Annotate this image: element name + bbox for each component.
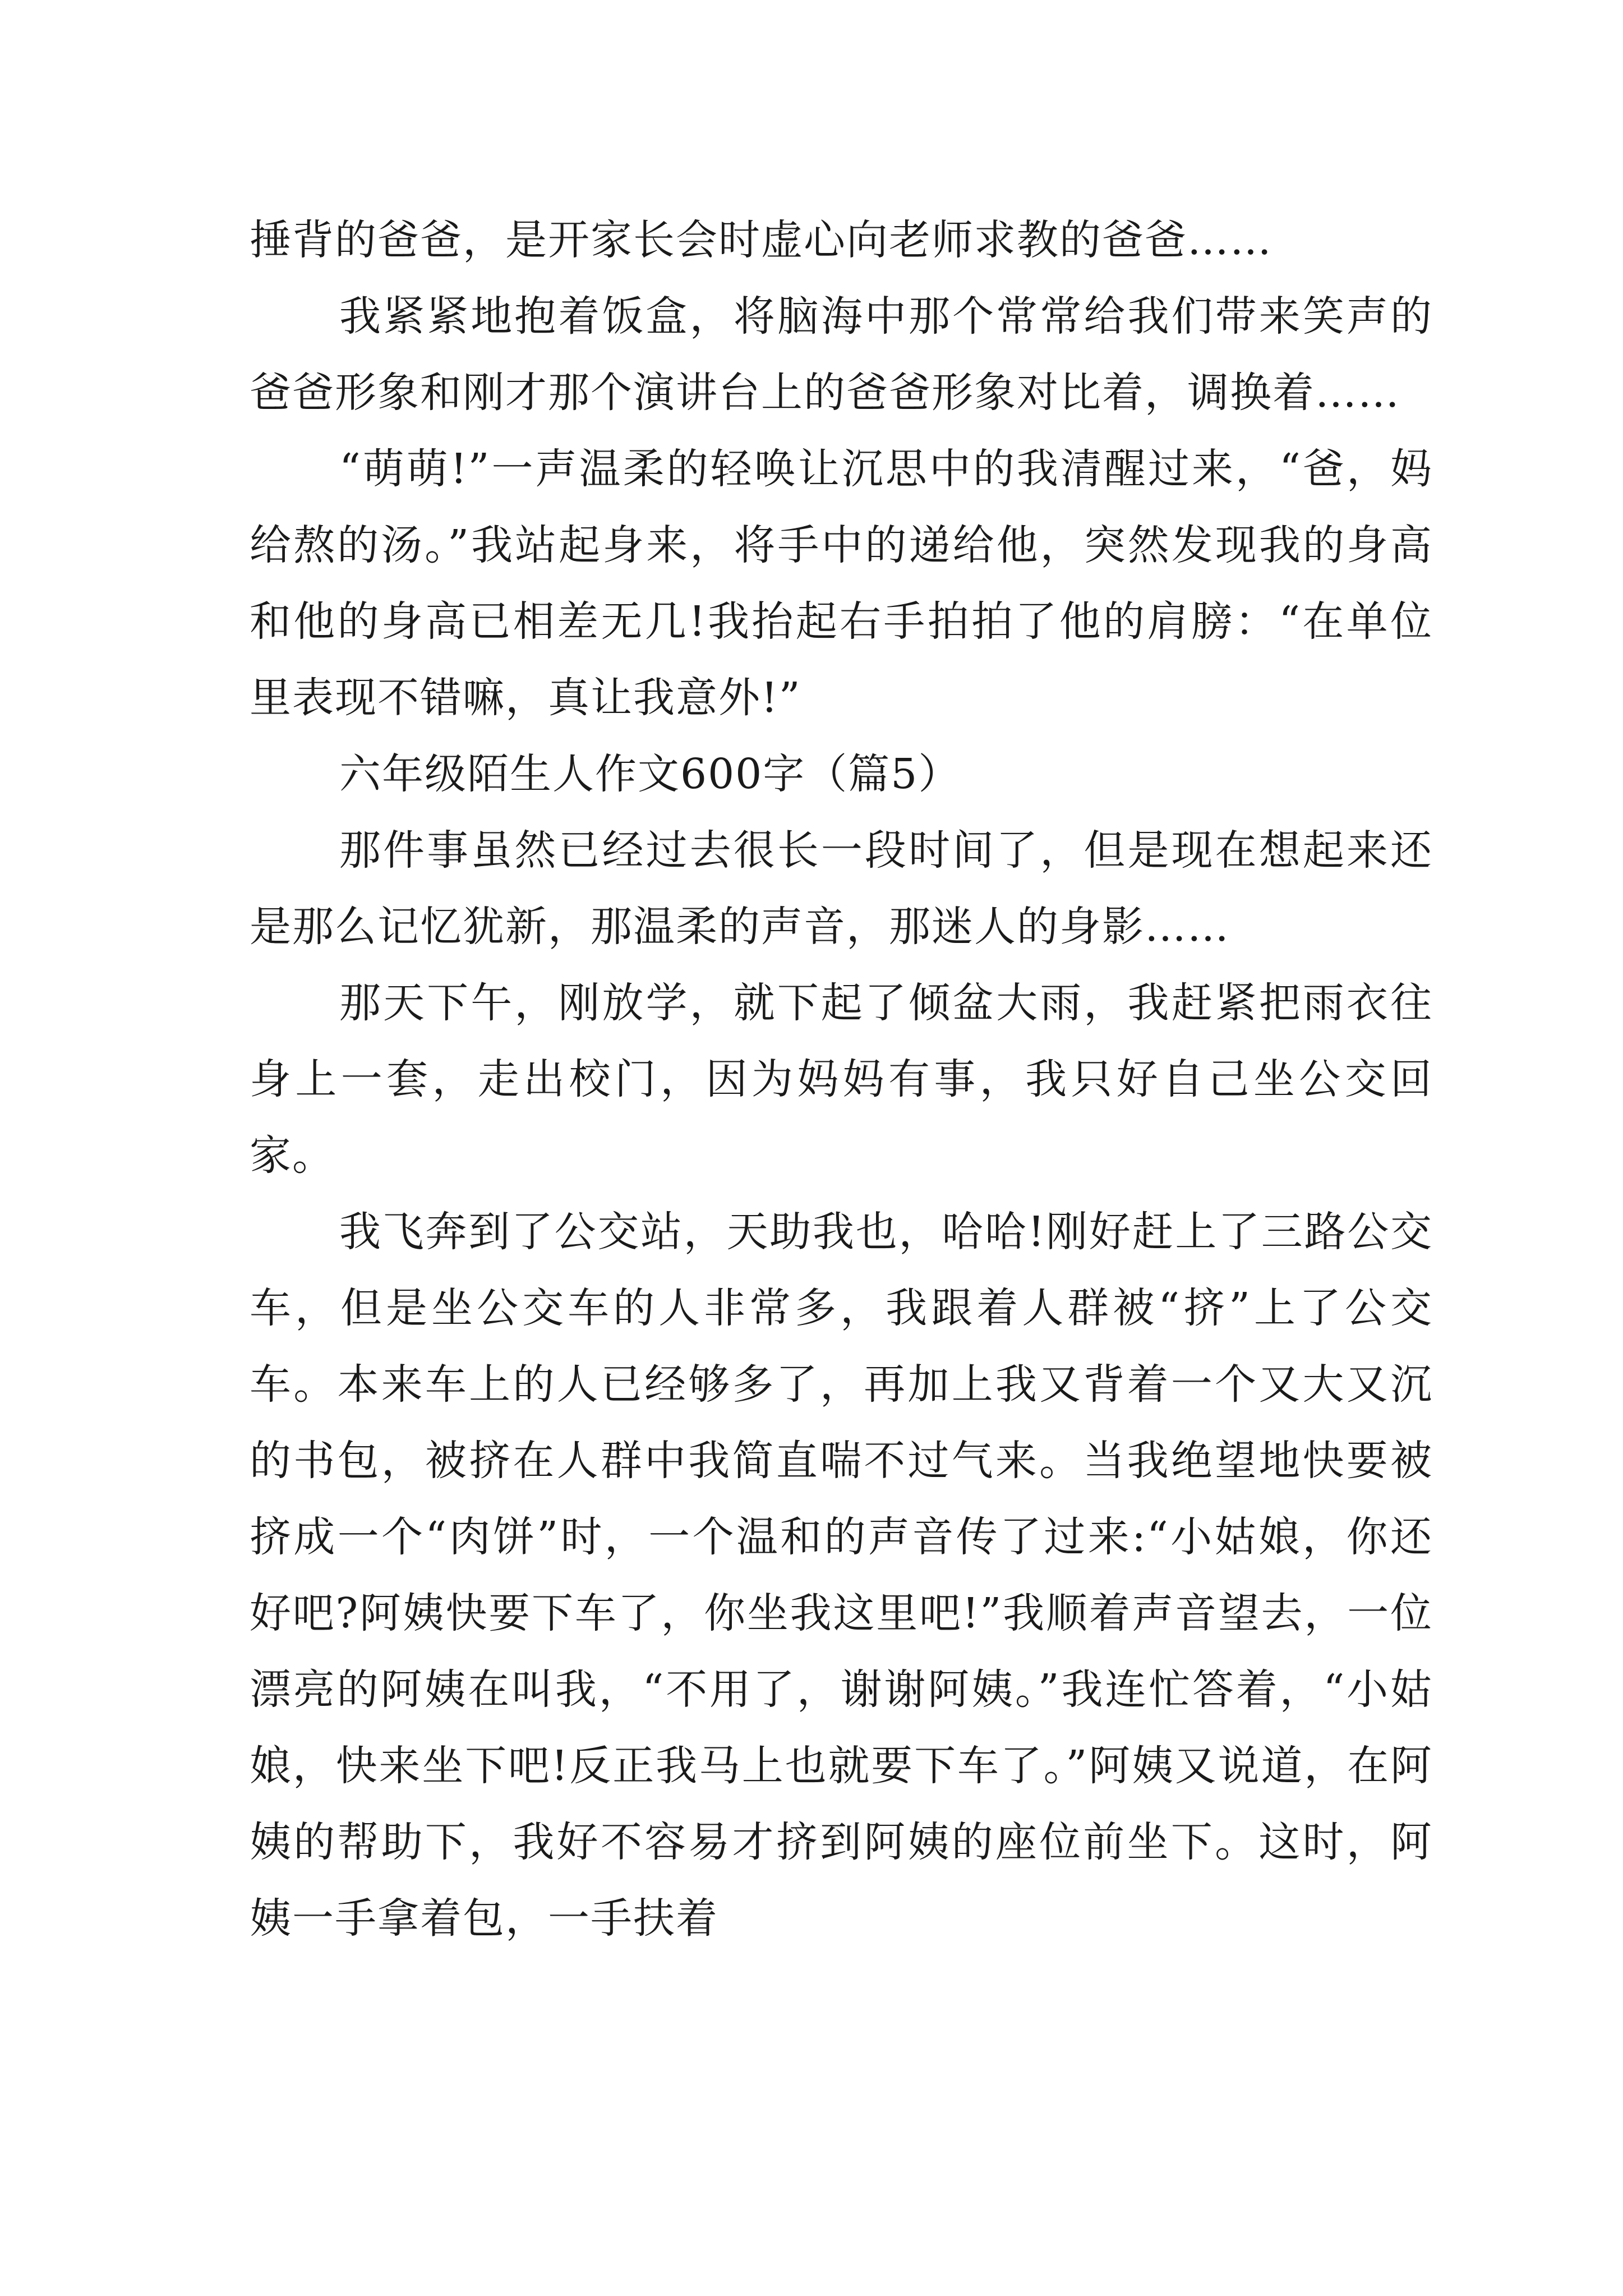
document-body [250, 202, 1433, 1957]
paragraph: “萌萌!”一声温柔的轻唤让沉思中的我清醒过来，“爸，妈给熬的汤。”我站起身来，将手中的递给他，突然发现我的身高和他的身高已相差无几!我抬起右手拍拍了他的肩膀：“在单位里表现不错嘛，真让我意外!” [250, 445, 1433, 722]
paragraph-continuation: 捶背的爸爸，是开家长会时虚心向老师求教的爸爸…… [250, 216, 1272, 264]
paragraph: 那天下午，刚放学，就下起了倾盆大雨，我赶紧把雨衣往身上一套，走出校门，因为妈妈有事，我只好自己坐公交回家。 [250, 979, 1433, 1180]
paragraph: 那件事虽然已经过去很长一段时间了，但是现在想起来还是那么记忆犹新，那温柔的声音，那迷人的身影…… [250, 826, 1433, 951]
paragraph: 我紧紧地抱着饭盒，将脑海中那个常常给我们带来笑声的爸爸形象和刚才那个演讲台上的爸爸形象对比着，调换着…… [250, 292, 1433, 417]
section-heading: 六年级陌生人作文600字（篇5） [339, 750, 961, 798]
paragraph: 我飞奔到了公交站，天助我也，哈哈!刚好赶上了三路公交车，但是坐公交车的人非常多，我跟着人群被“挤”上了公交车。本来车上的人已经够多了，再加上我又背着一个又大又沉的书包，被挤在人群中我简直喘不过气来。当我绝望地快要被挤成一个“肉饼”时，一个温和的声音传了过来:“小姑娘，你还好吧?阿姨快要下车了，你坐我这里吧!”我顺着声音望去，一位漂亮的阿姨在叫我，“不用了，谢谢阿姨。”我连忙答着，“小姑娘，快来坐下吧!反正我马上也就要下车了。”阿姨又说道，在阿姨的帮助下，我好不容易才挤到阿姨的座位前坐下。这时，阿姨一手拿着包，一手扶着 [250, 1208, 1433, 1943]
